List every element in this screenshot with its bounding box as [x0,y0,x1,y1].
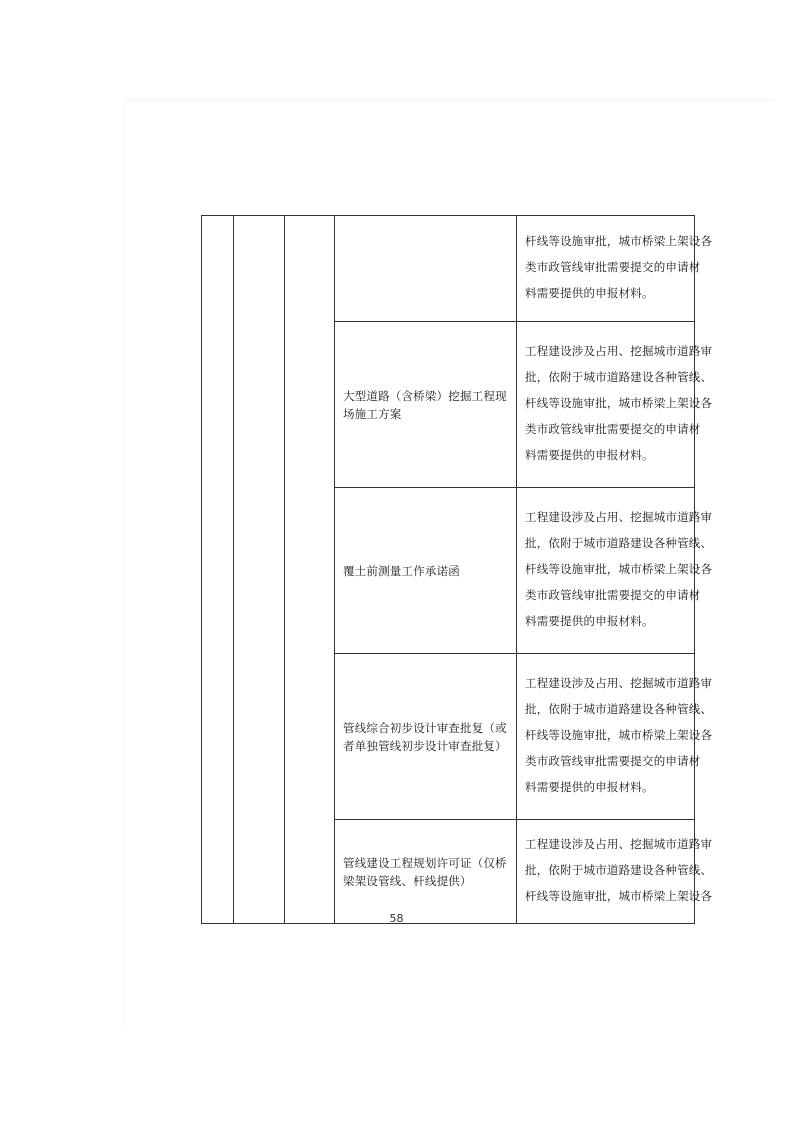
description-line: 杆线等设施审批，城市桥梁上架设各 [525,561,713,576]
category-cell [285,216,335,924]
description-line: 工程建设涉及占用、挖掘城市道路审 [525,343,713,358]
materials-table [201,215,713,924]
page-number: 58 [389,912,404,925]
material-name: 覆土前测量工作承诺函 [335,488,517,654]
material-description [517,322,713,488]
material-description [517,488,713,654]
description-line: 料需要提供的申报材料。 [525,447,654,462]
index-cell [202,216,234,924]
description-line: 料需要提供的申报材料。 [525,613,654,628]
description-line: 批，依附于城市道路建设各种管线、 [525,535,713,550]
description-line: 批，依附于城市道路建设各种管线、 [525,862,713,877]
material-description [517,654,713,820]
description-line: 工程建设涉及占用、挖掘城市道路审 [525,836,713,851]
material-name: 大型道路（含桥梁）挖掘工程现场施工方案 [335,322,517,488]
material-description [517,216,713,322]
description-line: 类市政管线审批需要提交的申请材 [525,587,701,602]
description-line: 批，依附于城市道路建设各种管线、 [525,701,713,716]
description-line: 批，依附于城市道路建设各种管线、 [525,369,713,384]
description-line: 类市政管线审批需要提交的申请材 [525,421,701,436]
material-name [335,216,517,322]
description-line: 料需要提供的申报材料。 [525,285,654,300]
description-line: 杆线等设施审批，城市桥梁上架设各 [525,727,713,742]
material-name: 管线建设工程规划许可证（仅桥梁架设管线、杆线提供） [335,820,517,924]
table-row [202,216,695,322]
description-line: 杆线等设施审批，城市桥梁上架设各 [525,395,713,410]
description-line: 杆线等设施审批，城市桥梁上架设各 [525,888,713,903]
description-line: 杆线等设施审批，城市桥梁上架设各 [525,233,713,248]
description-line: 类市政管线审批需要提交的申请材 [525,753,701,768]
description-line: 工程建设涉及占用、挖掘城市道路审 [525,509,713,524]
item-cell [234,216,285,924]
description-line: 类市政管线审批需要提交的申请材 [525,259,701,274]
description-line: 工程建设涉及占用、挖掘城市道路审 [525,675,713,690]
description-line: 料需要提供的申报材料。 [525,779,654,794]
material-name: 管线综合初步设计审查批复（或者单独管线初步设计审查批复） [335,654,517,820]
material-description [517,820,713,924]
